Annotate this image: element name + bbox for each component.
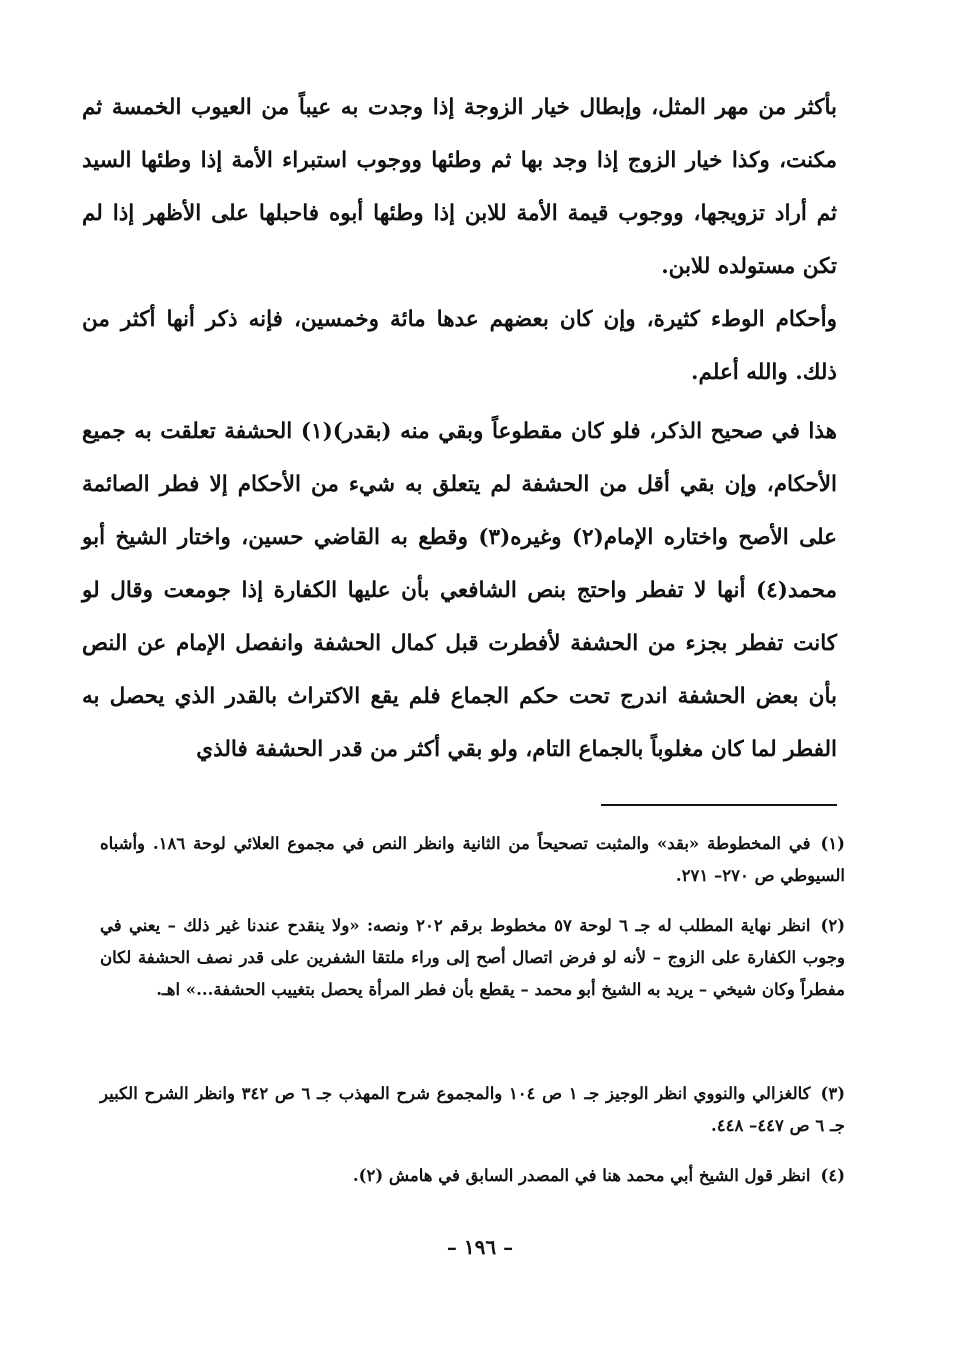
footnote-3: [100, 1078, 845, 1142]
footnote-4: [100, 1160, 845, 1192]
footnote-text: انظر قول الشيخ أبي محمد هنا في المصدر السابق في هامش (٢).: [352, 1166, 811, 1185]
footnote-text: انظر نهاية المطلب له جـ ٦ لوحة ٥٧ مخطوط برقم ٢٠٢ ونصه: «ولا ينقدح عندنا غير ذلك – يعني في وجوب الكفارة على الزوج – لأنه لو فرض اتصال أصح إلى وراء ملتقا الشفرين على قدر نصف الحشفة لكان مفطراً وكان شيخي – يريد به الشيخ أبو محمد – يقطع بأن فطر المرأة يحصل بتغييب الحشفة...» اهـ.: [100, 916, 845, 999]
footnote-1: [100, 828, 845, 892]
body-paragraph-2: وأحكام الوطء كثيرة، وإن كان بعضهم عدها مائة وخمسين، فإنه ذكر أنها أكثر من ذلك. والله أعلم.: [82, 307, 837, 385]
footnote-number: (١): [820, 834, 845, 853]
footnote-number: (٣): [820, 1084, 846, 1103]
footnote-2: [100, 910, 845, 1006]
footnote-text: في المخطوطة «بقد» والمثبت تصحيحاً من الثانية وانظر النص في مجموع العلائي لوحة ١٨٦. وأشباه السيوطي ص ٢٧٠– ٢٧١.: [100, 834, 845, 885]
page-number: – ١٩٦ –: [446, 1235, 514, 1259]
footnote-number: (٤): [820, 1166, 845, 1185]
footnote-number: (٢): [820, 916, 845, 935]
footnote-text: كالغزالي والنووي انظر الوجيز جـ ١ ص ١٠٤ والمجموع شرح المهذب جـ ٦ ص ٣٤٢ وانظر الشرح الكبير جـ ٦ ص ٤٤٧– ٤٤٨.: [100, 1084, 845, 1135]
body-paragraph-3: هذا في صحيح الذكر، فلو كان مقطوعاً وبقي منه (بقدر)(١) الحشفة تعلقت به جميع الأحكام، وإن بقي أقل من الحشفة لم يتعلق به شيء من الأحكام إلا فطر الصائمة على الأصح واختاره الإمام(٢) وغيره(٣) وقطع به القاضي حسين، واختار الشيخ أبو محمد(٤) أنها لا تفطر واحتج بنص الشافعي بأن عليها الكفارة إذا جومعت وقال لو كانت تفطر بجزء من الحشفة لأفطرت قبل كمال الحشفة وانفصل الإمام عن النص بأن بعض الحشفة اندرج تحت حكم الجماع فلم يقع الاكتراث بالقدر الذي يحصل به الفطر لما كان مغلوباً بالجماع التام، ولو بقي أكثر من قدر الحشفة فالذي: [82, 419, 837, 762]
footnote-separator: [601, 804, 837, 806]
body-paragraph-1: بأكثر من مهر المثل، وإبطال خيار الزوجة إذا وجدت به عيباً من العيوب الخمسة ثم مكنت، وكذا خيار الزوج إذا وجد بها ثم وطئها ووجوب استبراء الأمة إذا وطئها السيد ثم أراد تزويجها، ووجوب قيمة الأمة للابن إذا وطئها أبوه فاحبلها على الأظهر إذا لم تكن مستولده للابن.: [82, 95, 837, 279]
